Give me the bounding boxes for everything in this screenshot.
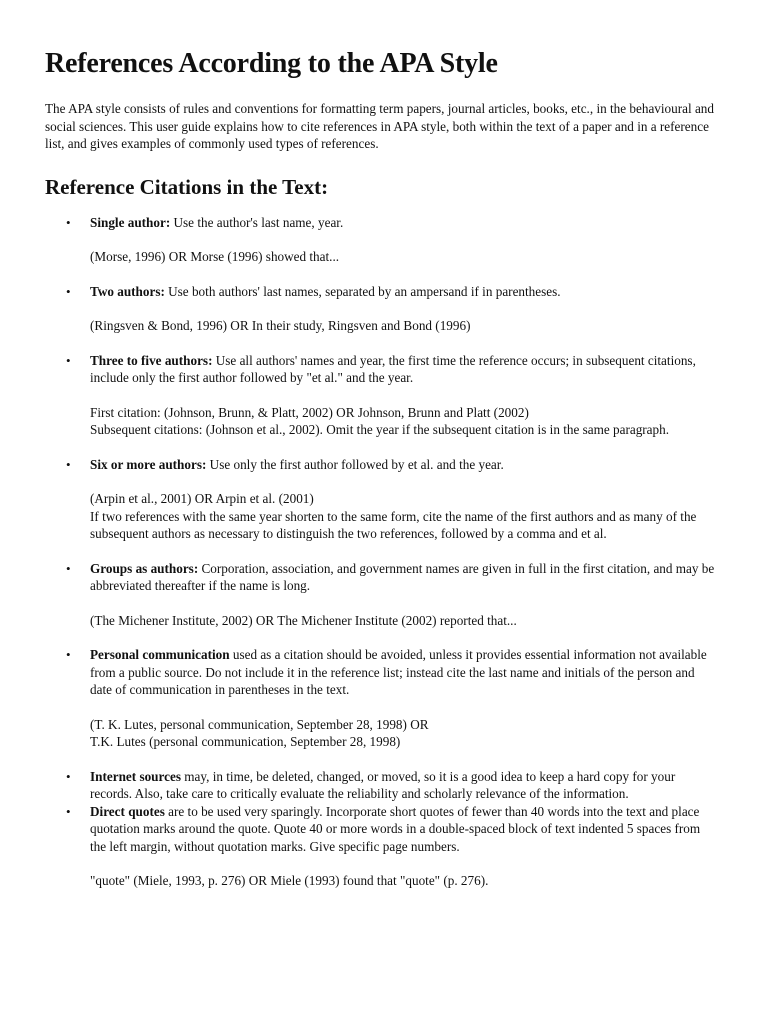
rule-description: Corporation, association, and government names are given in full in the first citation, and may be abbreviated thereafter if the name is long. [90, 560, 715, 593]
rule-text [90, 803, 717, 856]
bullet-icon: • [66, 560, 71, 576]
rule-term: Six or more authors: [90, 456, 207, 472]
rule-term: Direct quotes [90, 803, 165, 819]
example-line: (The Michener Institute, 2002) OR The Michener Institute (2002) reported that... [90, 612, 517, 628]
bullet-icon: • [66, 283, 71, 299]
example-line: (Ringsven & Bond, 1996) OR In their study, Ringsven and Bond (1996) [90, 318, 471, 333]
rule-description: Use both authors' last names, separated by an ampersand if in parentheses. [164, 283, 561, 299]
rule-term: Two authors: [90, 283, 165, 299]
rule-description: are to be used very sparingly. Incorporate short quotes of fewer than 40 words into the text and place quotation marks around the quote. Quote 40 or more words in a double-spaced block of text indented 5 spaces from the left margin, without quotation marks. Give specific page numbers. [90, 803, 701, 854]
example-block [90, 317, 717, 335]
example-block [90, 404, 717, 439]
example-line: (T. K. Lutes, personal communication, September 28, 1998) OR [90, 716, 429, 732]
list-item-two-authors [45, 283, 717, 335]
rule-description: used as a citation should be avoided, unless it provides essential information not available from a public source. Do not include it in the reference list; instead cite the last name and initials of the person and date of communication in parentheses in the text. [90, 647, 707, 697]
document-page [45, 46, 717, 907]
rule-text [90, 214, 717, 232]
rule-text [90, 352, 717, 387]
section-heading: Reference Citations in the Text: [45, 174, 329, 199]
bullet-icon: • [66, 768, 71, 784]
example-block [90, 248, 717, 266]
citation-rules-list [45, 214, 717, 890]
bullet-icon: • [66, 647, 71, 662]
rule-description: may, in time, be deleted, changed, or moved, so it is a good idea to keep a hard copy for your records. Also, take care to critically evaluate the reliability and scholarly relevance of the information. [90, 768, 676, 801]
list-item-internet-sources [45, 768, 717, 803]
list-item-direct-quotes [45, 803, 717, 890]
rule-text [90, 768, 717, 803]
example-block [90, 716, 717, 751]
rule-term: Internet sources [90, 768, 181, 784]
page-title: References According to the APA Style [45, 48, 498, 79]
example-line: First citation: (Johnson, Brunn, & Platt, 2002) OR Johnson, Brunn and Platt (2002) [90, 404, 529, 420]
rule-term: Groups as authors: [90, 560, 199, 576]
example-line: T.K. Lutes (personal communication, September 28, 1998) [90, 734, 401, 749]
rule-term: Personal communication [90, 647, 230, 662]
rule-text [90, 283, 717, 301]
bullet-icon: • [66, 456, 71, 472]
example-line: "quote" (Miele, 1993, p. 276) OR Miele (1993) found that "quote" (p. 276). [90, 873, 489, 888]
list-item-three-to-five-authors [45, 352, 717, 439]
rule-term: Three to five authors: [90, 352, 213, 368]
rule-description: Use all authors' names and year, the first time the reference occurs; in subsequent citations, include only the first author followed by "et al." and the year. [90, 352, 696, 385]
bullet-icon: • [66, 803, 71, 819]
rule-description: Use only the first author followed by et al. and the year. [206, 456, 504, 472]
example-block [90, 872, 717, 890]
list-item-personal-communication [45, 646, 717, 751]
example-line: If two references with the same year shorten to the same form, cite the name of the first authors and as many of the subsequent authors as necessary to distinguish the two references, followed by a comma and et al. [90, 508, 697, 541]
example-line: (Morse, 1996) OR Morse (1996) showed that... [90, 249, 340, 264]
list-item-six-or-more-authors [45, 456, 717, 543]
rule-term: Single author: [90, 214, 171, 230]
rule-text [90, 560, 717, 595]
list-item-single-author [45, 214, 717, 266]
example-line: (Arpin et al., 2001) OR Arpin et al. (2001) [90, 491, 314, 506]
intro-paragraph: The APA style consists of rules and conventions for formatting term papers, journal articles, books, etc., in the behavioural and social sciences. This user guide explains how to cite references in APA style, both within the text of a paper and in a reference list, and gives examples of commonly used types of references. [45, 101, 714, 151]
example-line: Subsequent citations: (Johnson et al., 2002). Omit the year if the subsequent citation is in the same paragraph. [90, 422, 670, 437]
rule-text [90, 456, 717, 474]
bullet-icon: • [66, 352, 71, 368]
list-item-groups-as-authors [45, 560, 717, 630]
bullet-icon: • [66, 214, 71, 230]
example-block [90, 612, 717, 630]
rule-description: Use the author's last name, year. [170, 214, 344, 230]
example-block [90, 490, 717, 543]
rule-text [90, 646, 717, 699]
